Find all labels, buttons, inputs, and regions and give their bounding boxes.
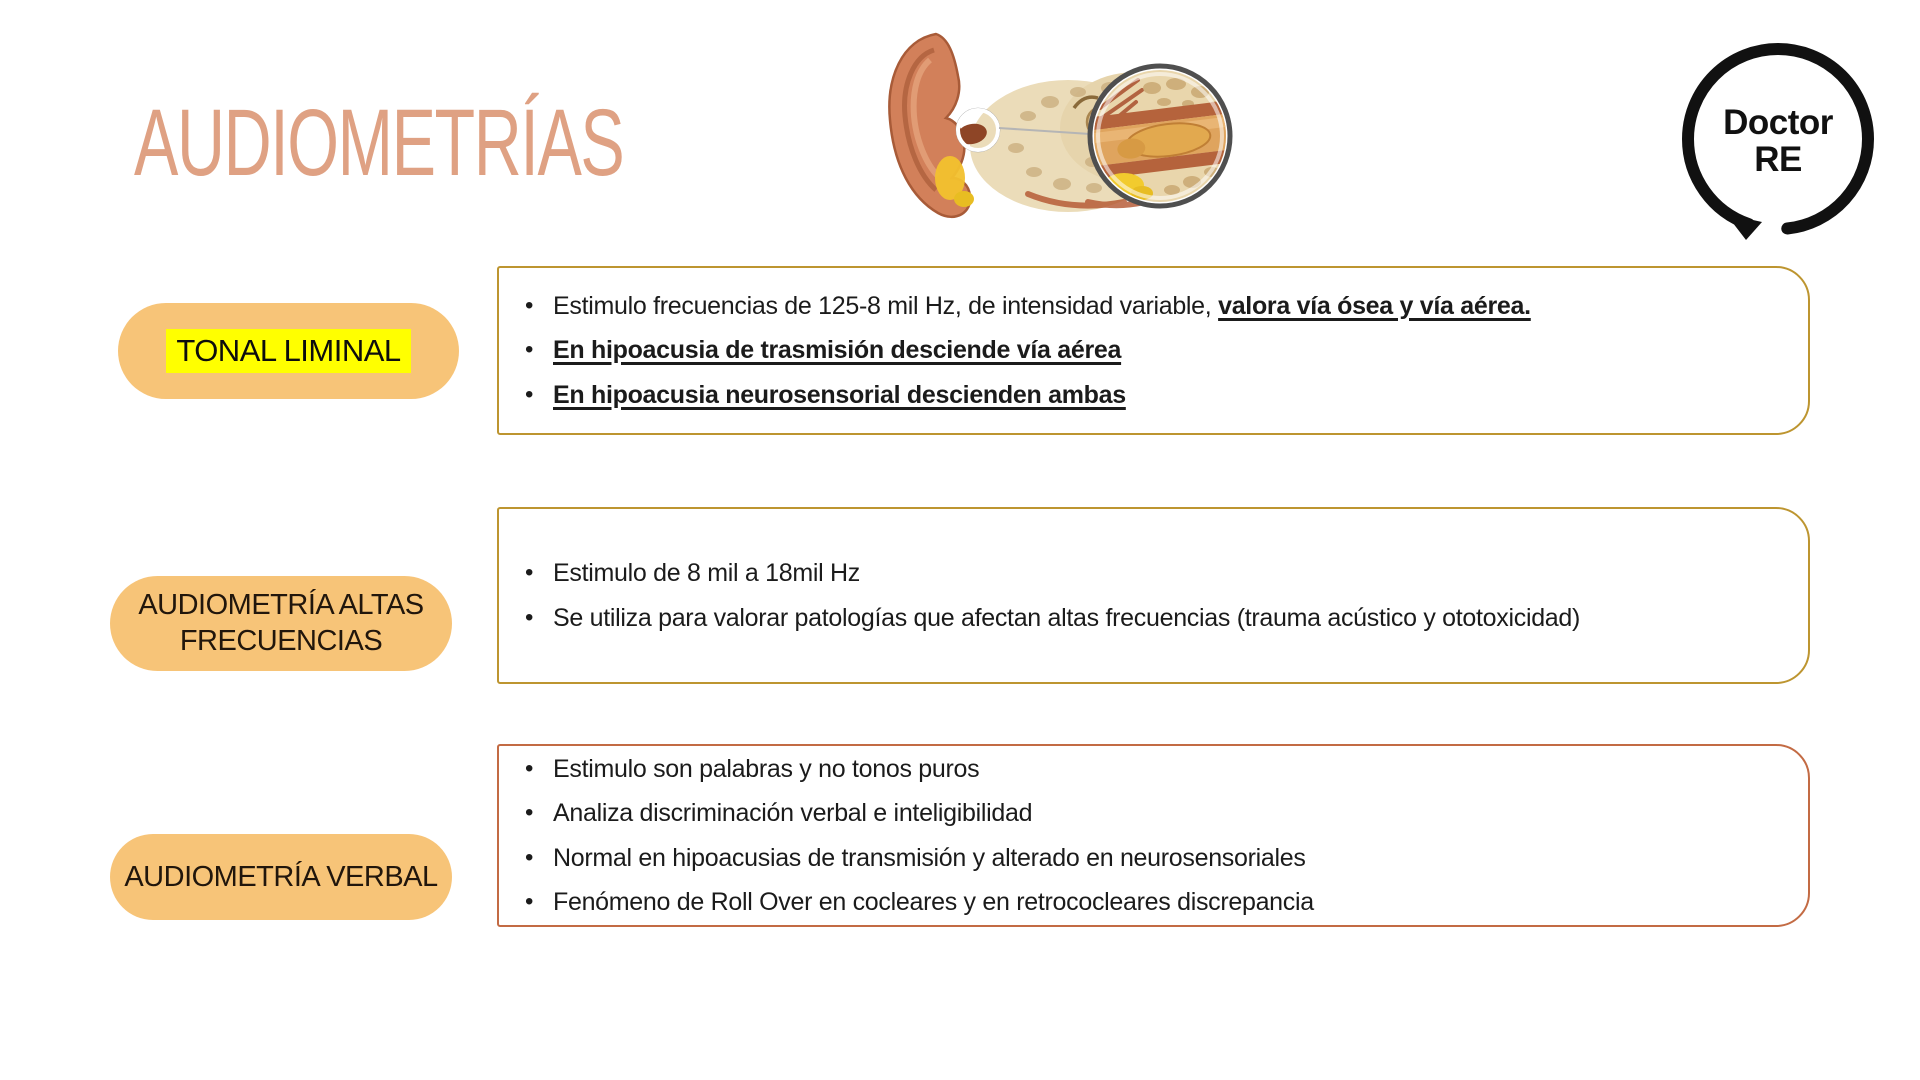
bullet-text-plain: Estimulo frecuencias de 125-8 mil Hz, de intensidad variable, (553, 291, 1219, 320)
ear-anatomy-illustration (878, 26, 1270, 222)
label-pill-altas-frecuencias (110, 576, 452, 671)
bullet-item (525, 842, 1778, 875)
bullet-text: Se utiliza para valorar patologías que afectan altas frecuencias (trauma acústico y ototoxicidad) (553, 603, 1581, 632)
bullet-item (525, 797, 1778, 830)
ear-illustration-svg (878, 26, 1270, 222)
bullet-marker: • (525, 603, 534, 631)
content-box-tonal-liminal (497, 266, 1810, 435)
label-pill-audiometria-verbal (110, 834, 452, 920)
bullet-marker: • (525, 799, 534, 826)
pill-label: AUDIOMETRÍA VERBAL (124, 860, 438, 893)
bullet-text-emphasis: En hipoacusia neurosensorial descienden ambas (553, 380, 1126, 409)
bullet-marker: • (525, 754, 534, 782)
bullet-item (525, 753, 1778, 786)
bullet-text: Normal en hipoacusias de transmisión y alterado en neurosensoriales (553, 843, 1306, 872)
bullet-marker: • (525, 559, 534, 586)
content-box-audiometria-verbal (497, 744, 1810, 927)
bullet-text: Estimulo de 8 mil a 18mil Hz (553, 559, 860, 587)
logo-line1: Doctor (1723, 102, 1833, 142)
bullet-marker: • (525, 291, 534, 319)
label-pill-tonal-liminal (118, 303, 459, 399)
bullet-text-emphasis: En hipoacusia de trasmisión desciende vía aérea (553, 336, 1122, 365)
bullet-text: Estimulo son palabras y no tonos puros (553, 754, 980, 783)
bullet-text: Fenómeno de Roll Over en cocleares y en retrococleares discrepancia (553, 888, 1314, 916)
bullet-text: Analiza discriminación verbal e inteligibilidad (553, 799, 1033, 827)
bullet-text (553, 290, 1531, 323)
bullet-marker: • (525, 843, 534, 871)
bullet-item (525, 334, 1778, 367)
bullet-item (525, 557, 1778, 590)
doctor-re-logo (1666, 34, 1890, 249)
page-title: AUDIOMETRÍAS (134, 90, 624, 196)
bullet-item (525, 290, 1778, 323)
bullet-text-emphasis: valora vía ósea y vía aérea. (1218, 291, 1531, 320)
bullet-marker: • (525, 380, 534, 408)
bullet-marker: • (525, 336, 534, 364)
pill-label: AUDIOMETRÍA ALTAS FRECUENCIAS (138, 589, 424, 657)
bullet-item (525, 379, 1778, 412)
bullet-text (553, 379, 1126, 412)
bullet-item (525, 602, 1778, 635)
bullet-marker: • (525, 888, 534, 915)
bullet-text (553, 334, 1121, 367)
content-box-altas-frecuencias (497, 507, 1810, 684)
highlighted-label: TONAL LIMINAL (166, 329, 410, 373)
logo-line2: RE (1754, 139, 1802, 179)
logo-text (1666, 34, 1890, 249)
bullet-item (525, 886, 1778, 919)
